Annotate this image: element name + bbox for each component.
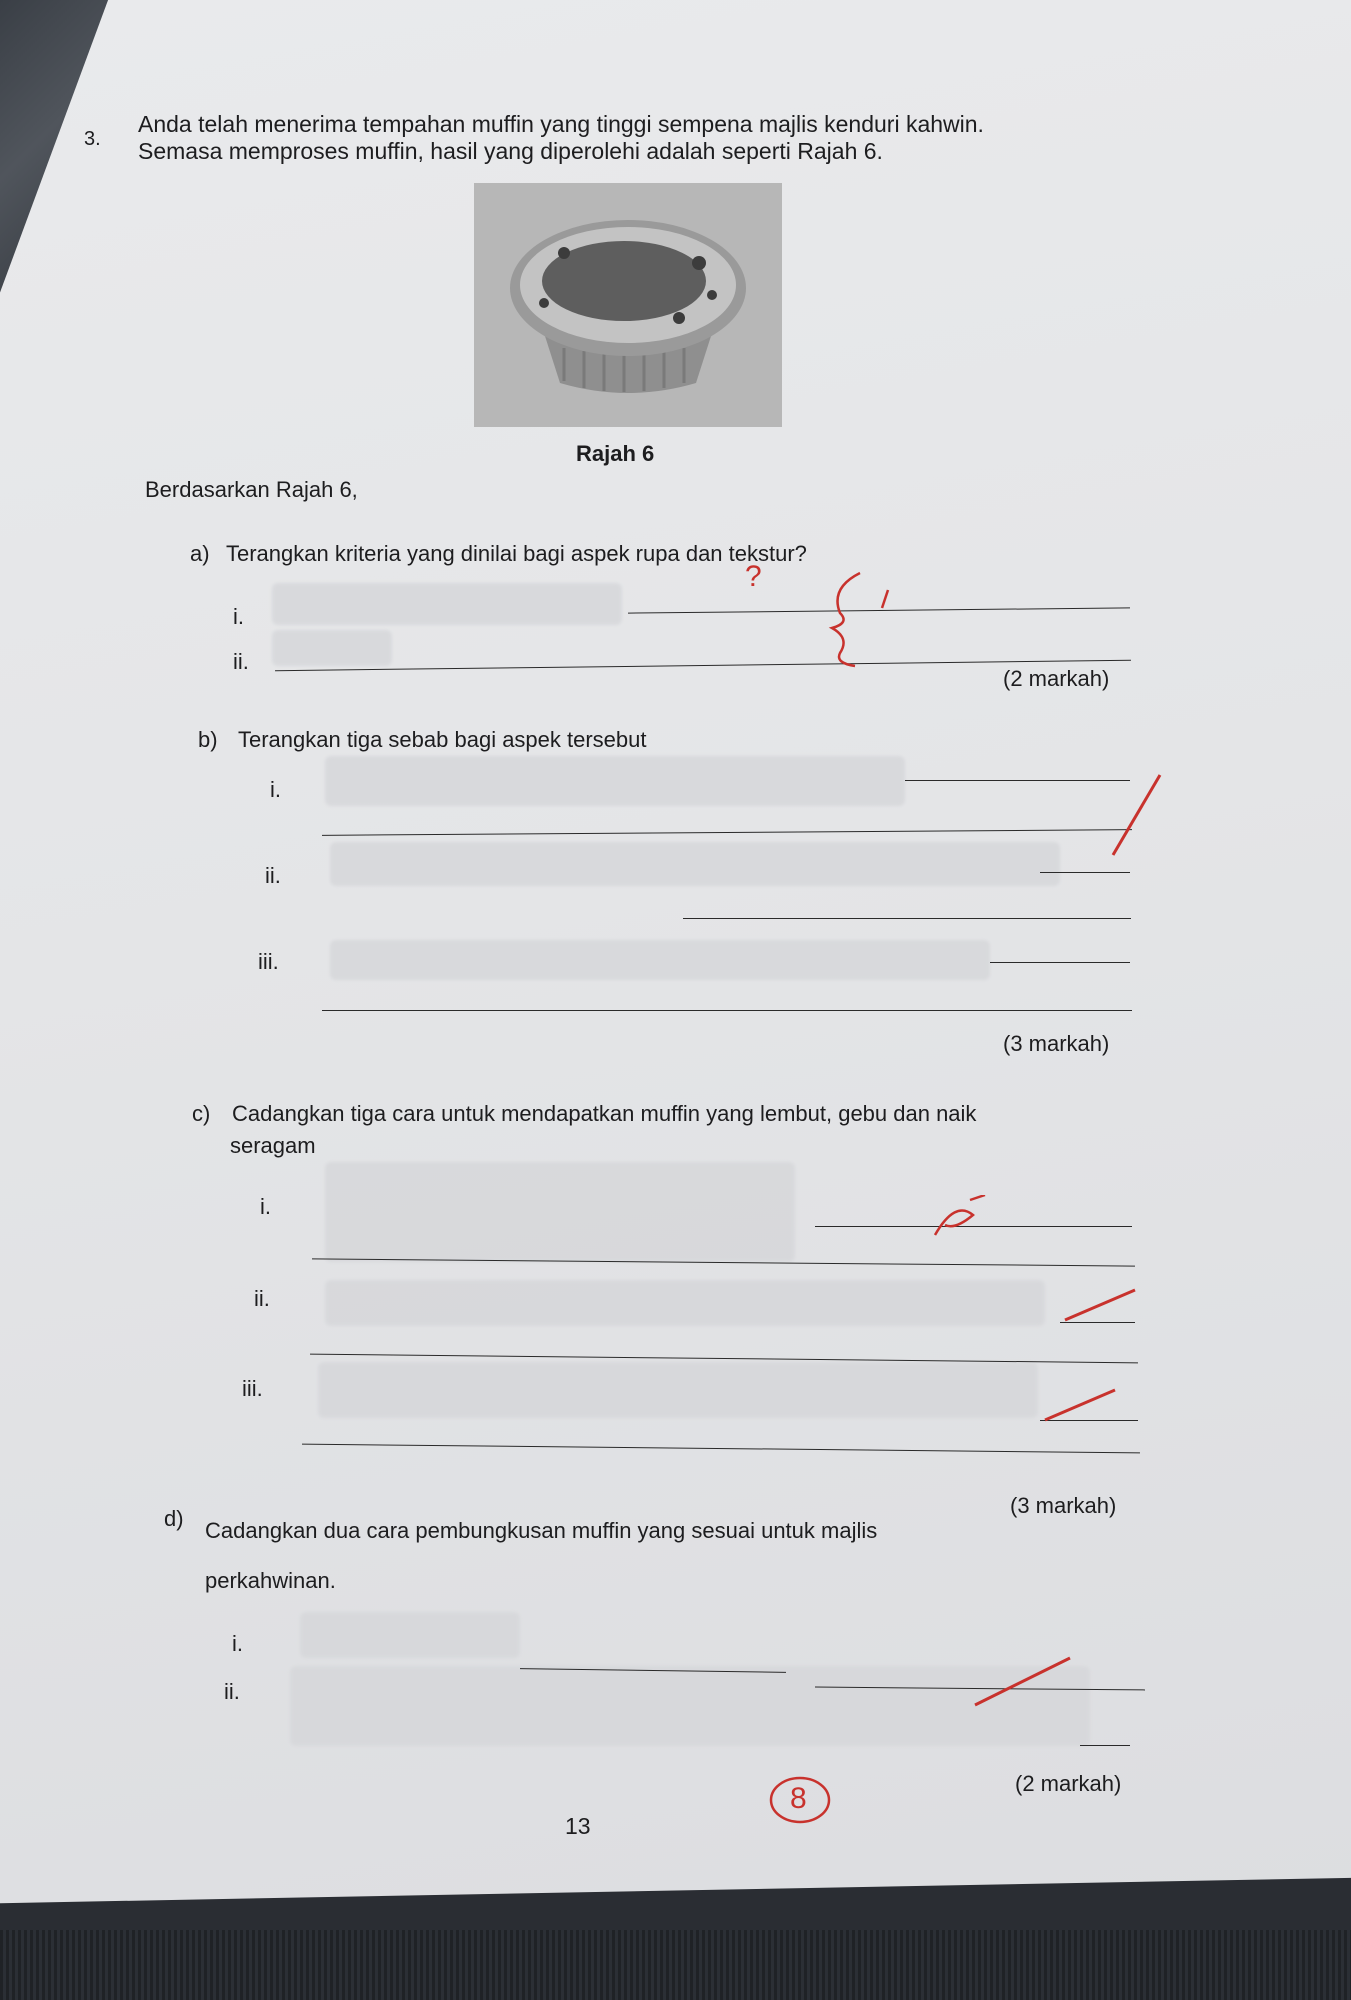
answer-c-ii[interactable] <box>325 1280 1045 1326</box>
answer-b-iii[interactable] <box>330 940 990 980</box>
teacher-tick-c-iii <box>1040 1385 1120 1425</box>
muffin-illustration <box>474 183 782 427</box>
teacher-tick-b <box>1105 770 1165 860</box>
teacher-brace-mark <box>820 568 910 668</box>
page-number: 13 <box>565 1813 591 1839</box>
answer-c-iii[interactable] <box>318 1362 1038 1418</box>
part-d-item-i: i. <box>232 1631 243 1656</box>
part-b-label: b) <box>198 727 218 752</box>
question-number: 3. <box>84 128 101 150</box>
answer-d-i[interactable] <box>300 1612 520 1658</box>
part-c-marks: (3 markah) <box>1010 1493 1117 1518</box>
answer-c-i[interactable] <box>325 1162 795 1262</box>
figure-caption: Rajah 6 <box>576 441 655 466</box>
part-c-label: c) <box>192 1101 211 1126</box>
part-d-item-ii: ii. <box>224 1679 240 1704</box>
answer-b-i[interactable] <box>325 756 905 806</box>
part-a-item-ii: ii. <box>233 649 249 674</box>
teacher-tick-c-ii <box>1060 1285 1140 1325</box>
answer-line-d-ii-2 <box>1080 1745 1130 1746</box>
part-d-text-line2: perkahwinan. <box>205 1568 336 1593</box>
background-fabric <box>0 1930 1351 2000</box>
part-d-label: d) <box>164 1506 184 1531</box>
question-intro-line2: Semasa memproses muffin, hasil yang diperolehi adalah seperti Rajah 6. <box>138 138 883 164</box>
answer-line-b-ii-2 <box>683 918 1131 919</box>
part-b-text: Terangkan tiga sebab bagi aspek tersebut <box>238 727 647 752</box>
part-d-text-line1: Cadangkan dua cara pembungkusan muffin yang sesuai untuk majlis <box>205 1518 878 1543</box>
answer-line-b-iii-1 <box>990 962 1130 963</box>
part-b-marks: (3 markah) <box>1003 1031 1110 1056</box>
teacher-question-mark: ? <box>745 560 762 593</box>
answer-line-b-iii-2 <box>322 1010 1132 1011</box>
part-c-text-line2: seragam <box>230 1133 316 1158</box>
teacher-tick-d <box>970 1650 1080 1710</box>
part-b-item-i: i. <box>270 777 281 802</box>
part-b-item-iii: iii. <box>258 949 279 974</box>
part-a-label: a) <box>190 541 210 566</box>
part-b-item-ii: ii. <box>265 863 281 888</box>
teacher-cross-c <box>925 1195 995 1245</box>
part-d-marks: (2 markah) <box>1015 1771 1122 1796</box>
part-a-item-i: i. <box>233 604 244 629</box>
part-c-item-ii: ii. <box>254 1286 270 1311</box>
score-mark: 8 <box>790 1782 807 1815</box>
part-a-marks: (2 markah) <box>1003 666 1110 691</box>
answer-line-b-ii-1 <box>1040 872 1130 873</box>
muffin-photo <box>474 183 782 427</box>
part-c-item-i: i. <box>260 1194 271 1219</box>
lead-in-text: Berdasarkan Rajah 6, <box>145 477 358 502</box>
answer-a-i[interactable] <box>272 583 622 625</box>
question-intro-line1: Anda telah menerima tempahan muffin yang tinggi sempena majlis kenduri kahwin. <box>138 111 984 137</box>
part-c-item-iii: iii. <box>242 1376 263 1401</box>
answer-b-ii[interactable] <box>330 842 1060 886</box>
part-c-text-line1: Cadangkan tiga cara untuk mendapatkan muffin yang lembut, gebu dan naik <box>232 1101 977 1126</box>
answer-line-b-i-1 <box>905 780 1130 781</box>
part-a-text: Terangkan kriteria yang dinilai bagi aspek rupa dan tekstur? <box>226 541 807 566</box>
answer-a-ii[interactable] <box>272 630 392 666</box>
